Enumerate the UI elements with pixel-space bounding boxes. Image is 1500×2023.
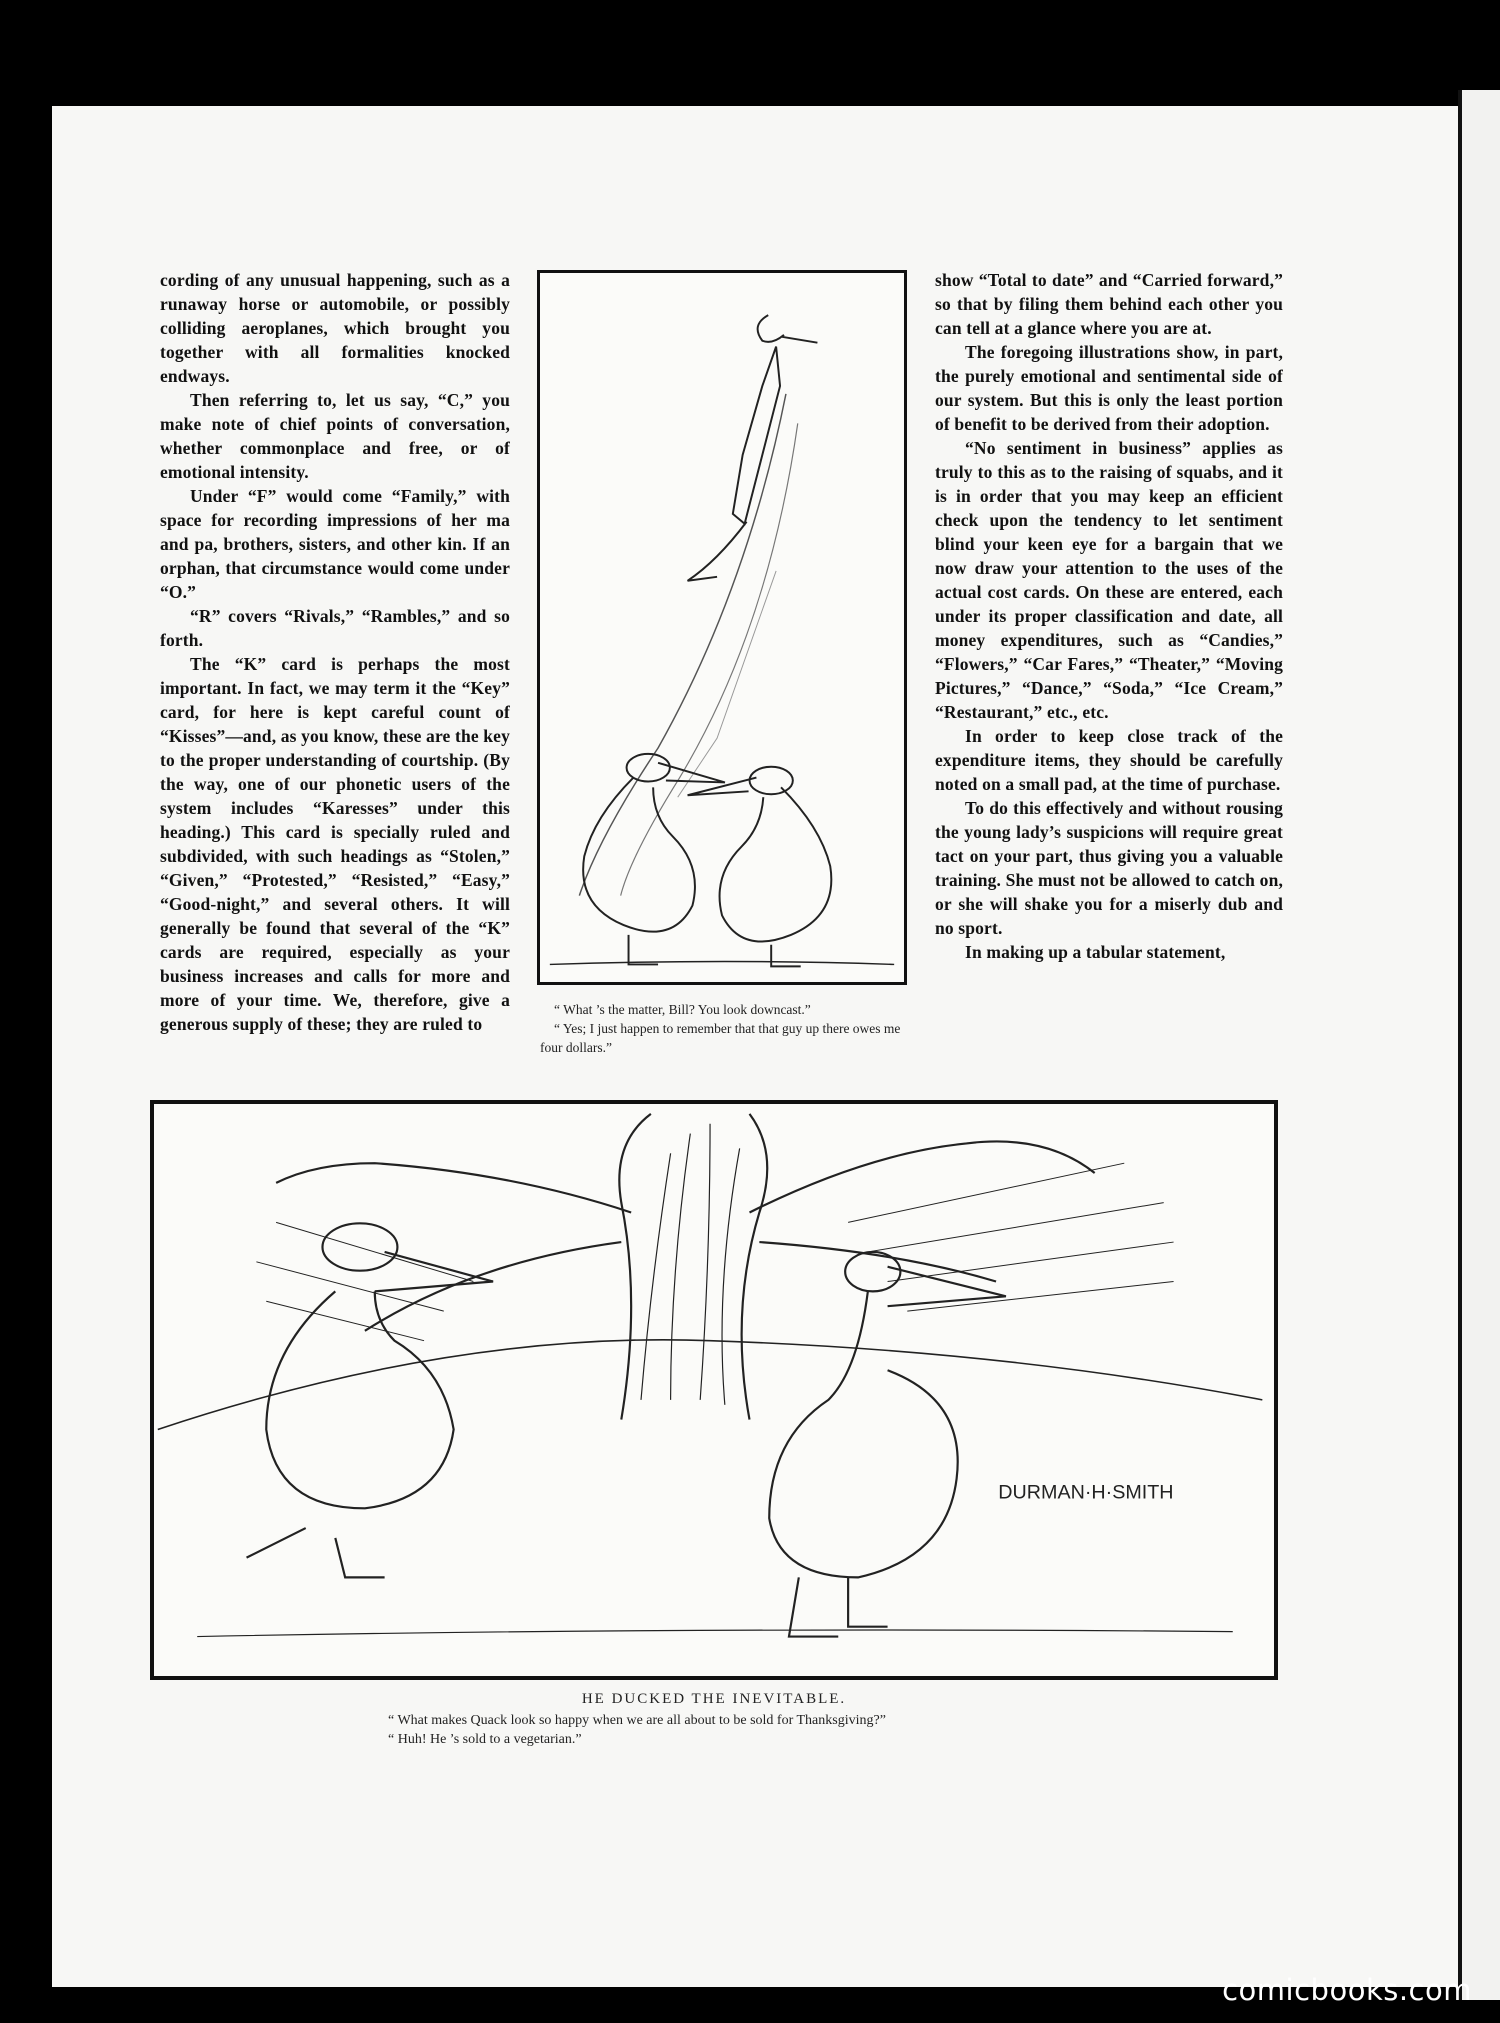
hanging-duck-body (733, 347, 780, 524)
artist-signature: DURMAN·H·SMITH (998, 1481, 1174, 1504)
bottom-figure-caption (150, 1690, 1278, 1749)
paragraph: The foregoing illustrations show, in part, the purely emotional and sentimental side of our system. But this is only the least portion of benefit to be derived from their adoption. (935, 342, 1283, 434)
paragraph: The “K” card is perhaps the most important. In fact, we may term it the “Key” card, for here is kept careful count of “Kisses”—and, as you know, these are the key to the proper understanding of courtship. (By the way, one of our phonetic users of the system includes “Karesses” under this heading.) This card is specially ruled and subdivided, with such headings as “Stolen,” “Given,” “Protested,” “Resisted,” “Easy,” “Good-night,” and several others. It will generally be found that several of the “K” cards are required, especially as your business increases and calls for more and more of your time. We, therefore, give a generous supply of these; they are ruled to (160, 654, 510, 1034)
tree-trunk-right (742, 1114, 768, 1420)
adjacent-page-edge (1458, 90, 1500, 2000)
caption-line: “ What makes Quack look so happy when we are all about to be sold for Thanksgiving?” (388, 1713, 886, 1728)
right-duck-body (769, 1291, 957, 1577)
paragraph: “R” covers “Rivals,” “Rambles,” and so forth. (160, 606, 510, 650)
tree-branch-right (750, 1141, 1095, 1212)
right-duck-head (845, 1252, 900, 1291)
site-watermark: comicbooks.com (1222, 1973, 1472, 2007)
paragraph: Then referring to, let us say, “C,” you make note of chief points of conversation, whether commonplace and free, or of emotional intensity. (160, 390, 510, 482)
hanging-duck-head (758, 315, 784, 342)
paragraph: show “Total to date” and “Carried forward,” so that by filing them behind each other you can tell at a glance where you are at. (935, 270, 1283, 338)
tree-and-ducks-drawing (154, 1104, 1274, 1676)
caption-line: “ What ’s the matter, Bill? You look downcast.” (554, 1002, 811, 1017)
tree-branch-left (276, 1163, 631, 1212)
left-duck-body (583, 778, 695, 932)
paragraph: To do this effectively and without rousing the young lady’s suspicions will require great tact on your part, thus giving you a valuable training. She must not be allowed to catch on, or she will shake you for a miserly dub and no sport. (935, 798, 1283, 938)
caption-title: HE DUCKED THE INEVITABLE. (581, 1691, 847, 1707)
caption-line: “ Huh! He ’s sold to a vegetarian.” (388, 1732, 582, 1747)
right-duck-body (720, 787, 832, 941)
caption-line: “ Yes; I just happen to remember that that guy up there owes me four dollars.” (540, 1021, 901, 1055)
paragraph: Under “F” would come “Family,” with space for recording impressions of her ma and pa, brothers, sisters, and other kin. If an orphan, that circumstance would come under “O.” (160, 486, 510, 602)
illustration-ducks-under-tree (150, 1100, 1278, 1680)
paragraph: In making up a tabular statement, (965, 942, 1226, 962)
paragraph: In order to keep close track of the expenditure items, they should be carefully noted on a small pad, at the time of purchase. (935, 726, 1283, 794)
paragraph: cording of any unusual happening, such as a runaway horse or automobile, or possibly colliding aeroplanes, which brought you together with all formalities knocked endways. (160, 270, 510, 386)
right-duck-head (750, 767, 793, 795)
text-column-right (935, 268, 1283, 964)
illustration-falling-duck (537, 270, 907, 985)
text-column-left (160, 268, 510, 1036)
duck-cartoon-drawing (540, 273, 904, 982)
paragraph: “No sentiment in business” applies as truly to this as to the raising of squabs, and it is in order that you may keep an efficient check upon the tendency to let sentiment blind your keen eye for a bargain that we now draw your attention to the uses of the actual cost cards. On these are entered, each under its proper classification and date, all money expenditures, such as “Candies,” “Flowers,” “Car Fares,” “Theater,” “Moving Pictures,” “Dance,” “Soda,” “Ice Cream,” “Restaurant,” etc., etc. (935, 438, 1283, 722)
tree-trunk-left (619, 1114, 651, 1420)
top-figure-caption (540, 1000, 910, 1057)
left-duck-body (266, 1291, 453, 1508)
